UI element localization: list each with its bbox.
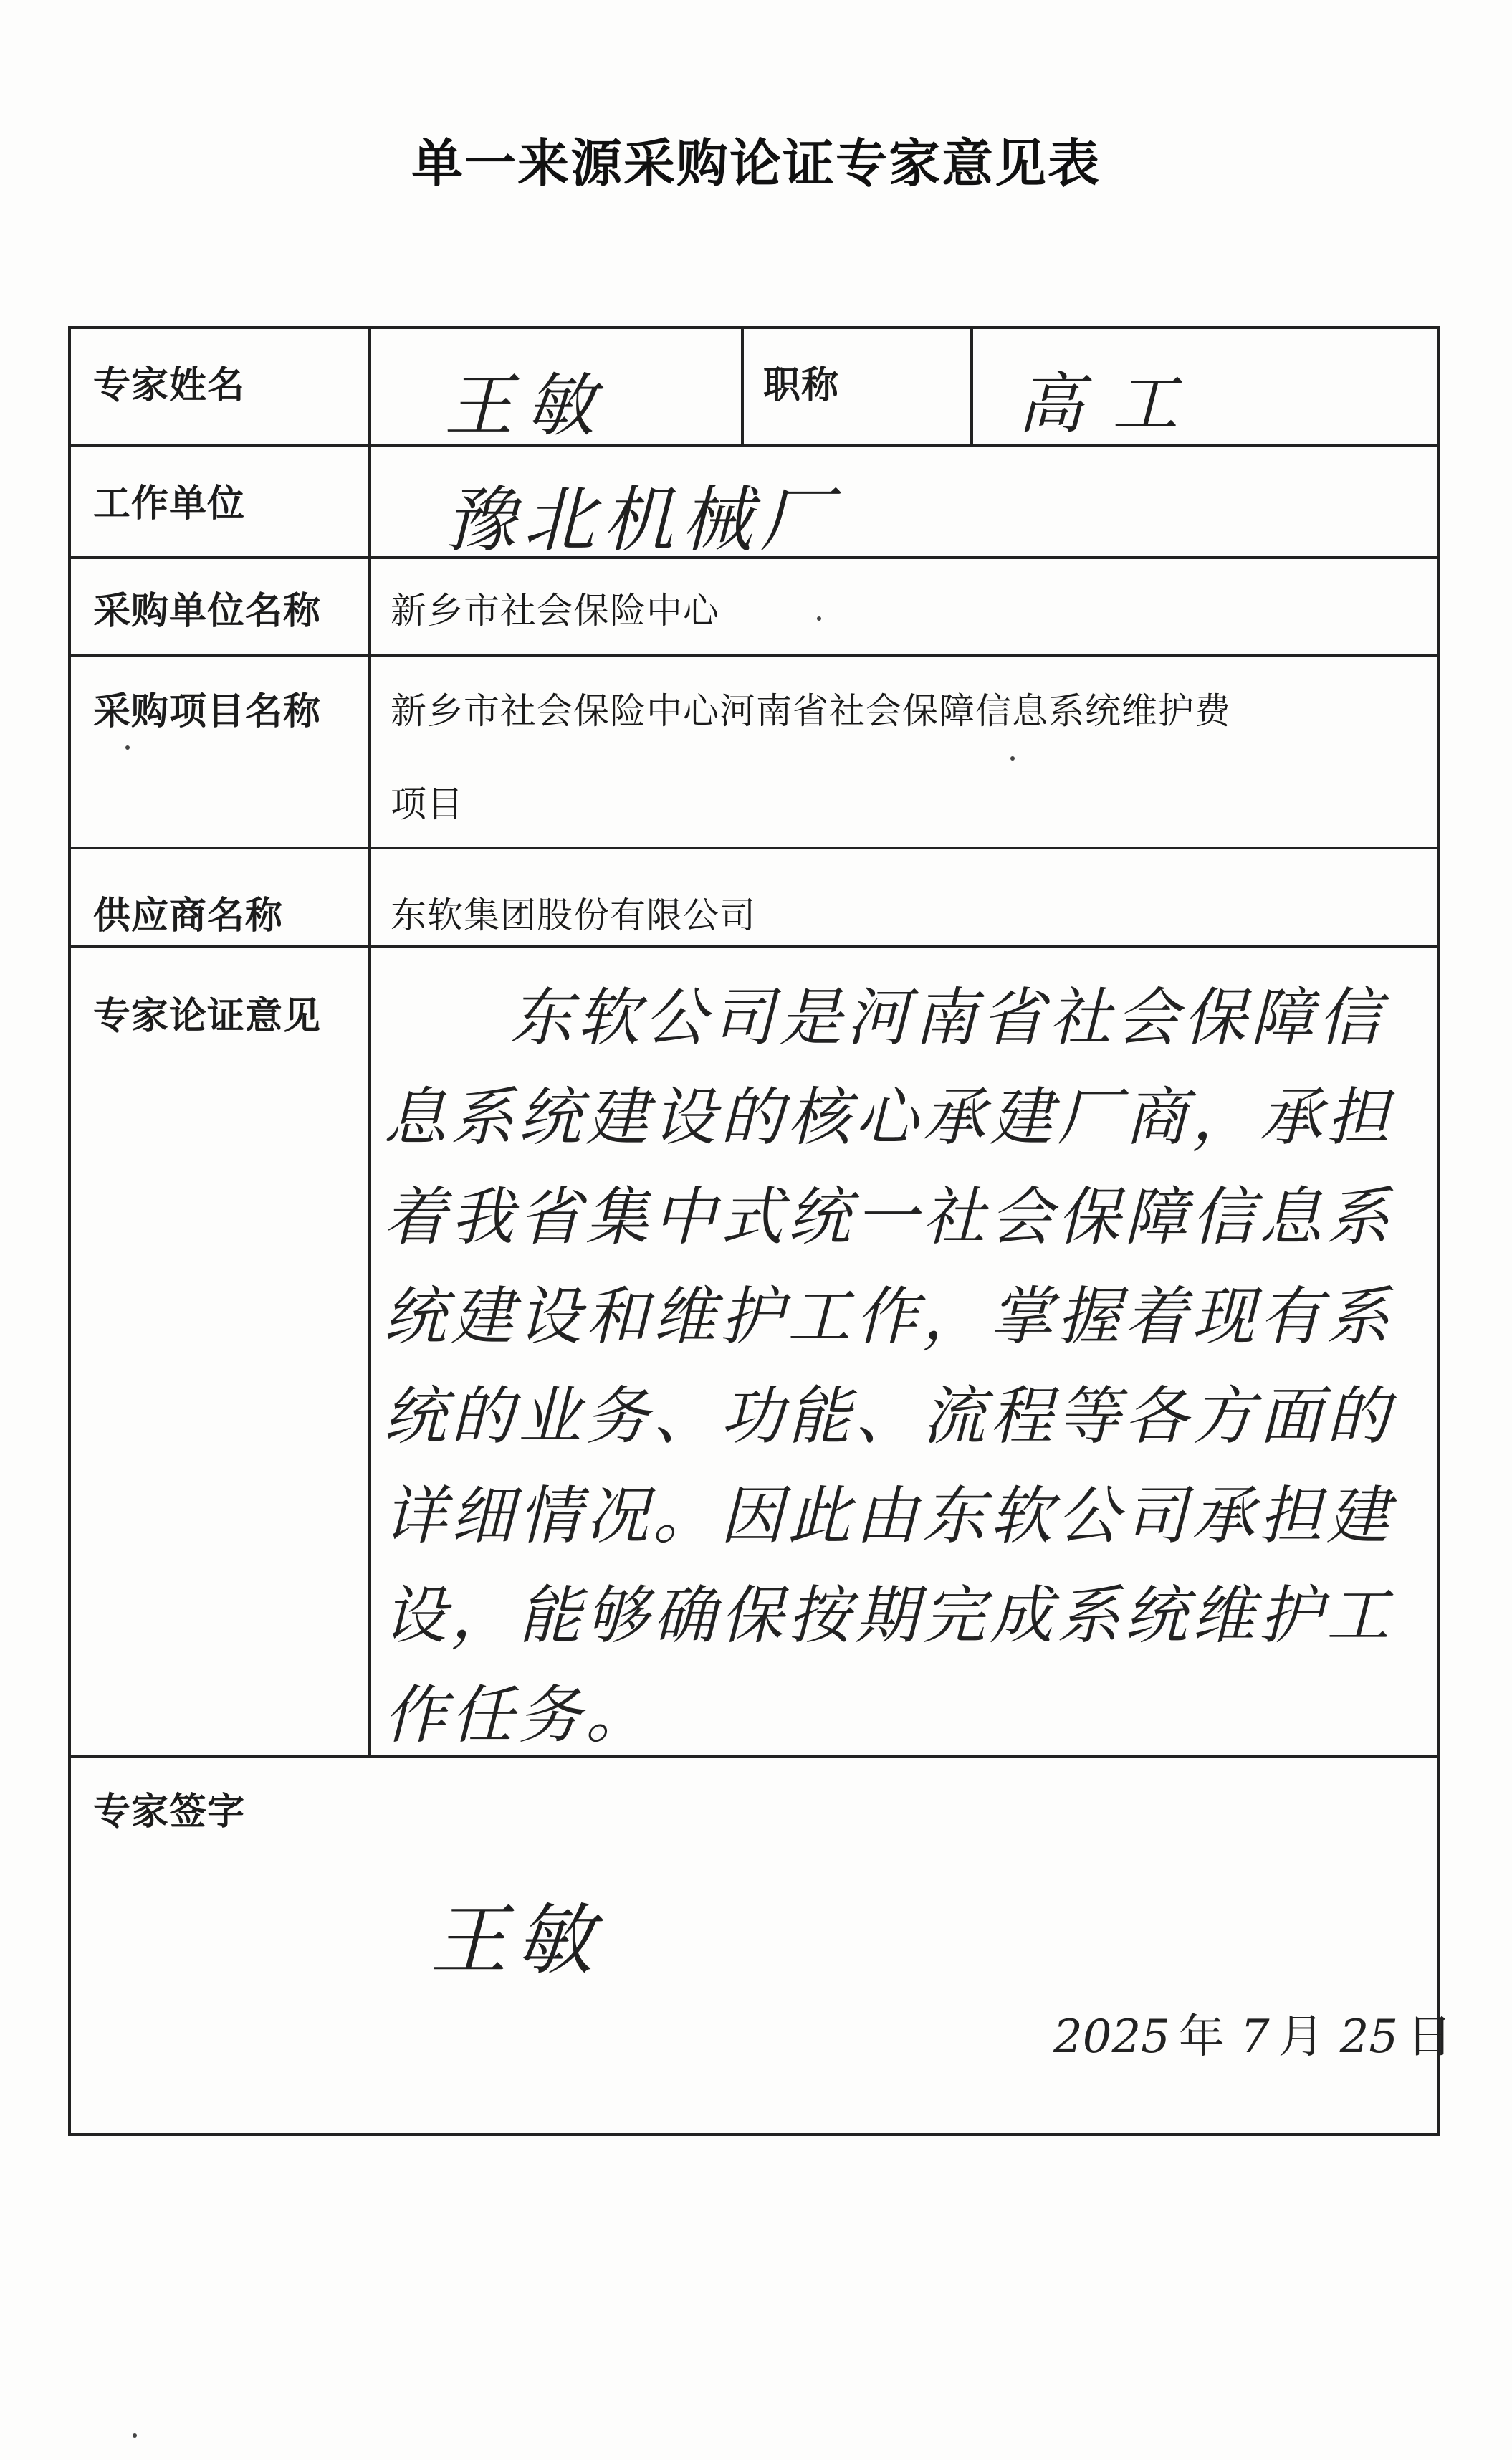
date-day: 25 (1339, 2011, 1399, 2064)
expert-name-value: 王敏 (444, 366, 608, 446)
expert-name-label: 专家姓名 (93, 364, 246, 407)
form-title: 单一来源采购论证专家意见表 (411, 133, 1101, 194)
row-divider (71, 654, 1437, 657)
signature-value: 王敏 (430, 1896, 603, 1985)
scan-speck (817, 616, 821, 621)
row-divider (71, 444, 1437, 447)
signature-date (1053, 2000, 1453, 2066)
opinion-text: 东软公司是河南省社会保障信息系统建设的核心承建厂商，承担着我省集中式统一社会保障信息系统建设和维护工作，掌握着现有系统的业务、功能、流程等各方面的详细情况。因此由东软公司承担建设，能够确保按期完成系统维护工作任务。 (383, 981, 1394, 1752)
opinion-label: 专家论证意见 (93, 995, 322, 1038)
supplier-label: 供应商名称 (93, 895, 284, 938)
signature-label: 专家签字 (93, 1791, 246, 1834)
date-year-label: 年 (1178, 2011, 1225, 2064)
date-day-label: 日 (1407, 2011, 1453, 2064)
project-value-line1: 新乡市社会保险中心河南省社会保障信息系统维护费 (391, 690, 1231, 732)
purchaser-value: 新乡市社会保险中心 (391, 590, 719, 631)
purchaser-label: 采购单位名称 (93, 590, 322, 633)
row-divider (71, 847, 1437, 849)
job-title-value: 高工 (1018, 366, 1207, 442)
supplier-value: 东软集团股份有限公司 (391, 895, 756, 936)
column-divider (741, 329, 744, 444)
row-divider (71, 945, 1437, 948)
work-unit-label: 工作单位 (93, 482, 246, 525)
date-month: 7 (1240, 2011, 1270, 2064)
work-unit-value: 豫北机械厂 (444, 478, 838, 562)
scan-speck (133, 2433, 137, 2438)
scan-speck (1010, 756, 1015, 761)
date-year: 2025 (1053, 2011, 1170, 2064)
project-value-line2: 项目 (391, 783, 464, 825)
date-month-label: 月 (1278, 2011, 1324, 2064)
job-title-label: 职称 (763, 364, 840, 407)
column-divider (970, 329, 973, 444)
column-divider (368, 329, 371, 1755)
project-label: 采购项目名称 (93, 690, 322, 733)
scan-speck (125, 745, 130, 750)
